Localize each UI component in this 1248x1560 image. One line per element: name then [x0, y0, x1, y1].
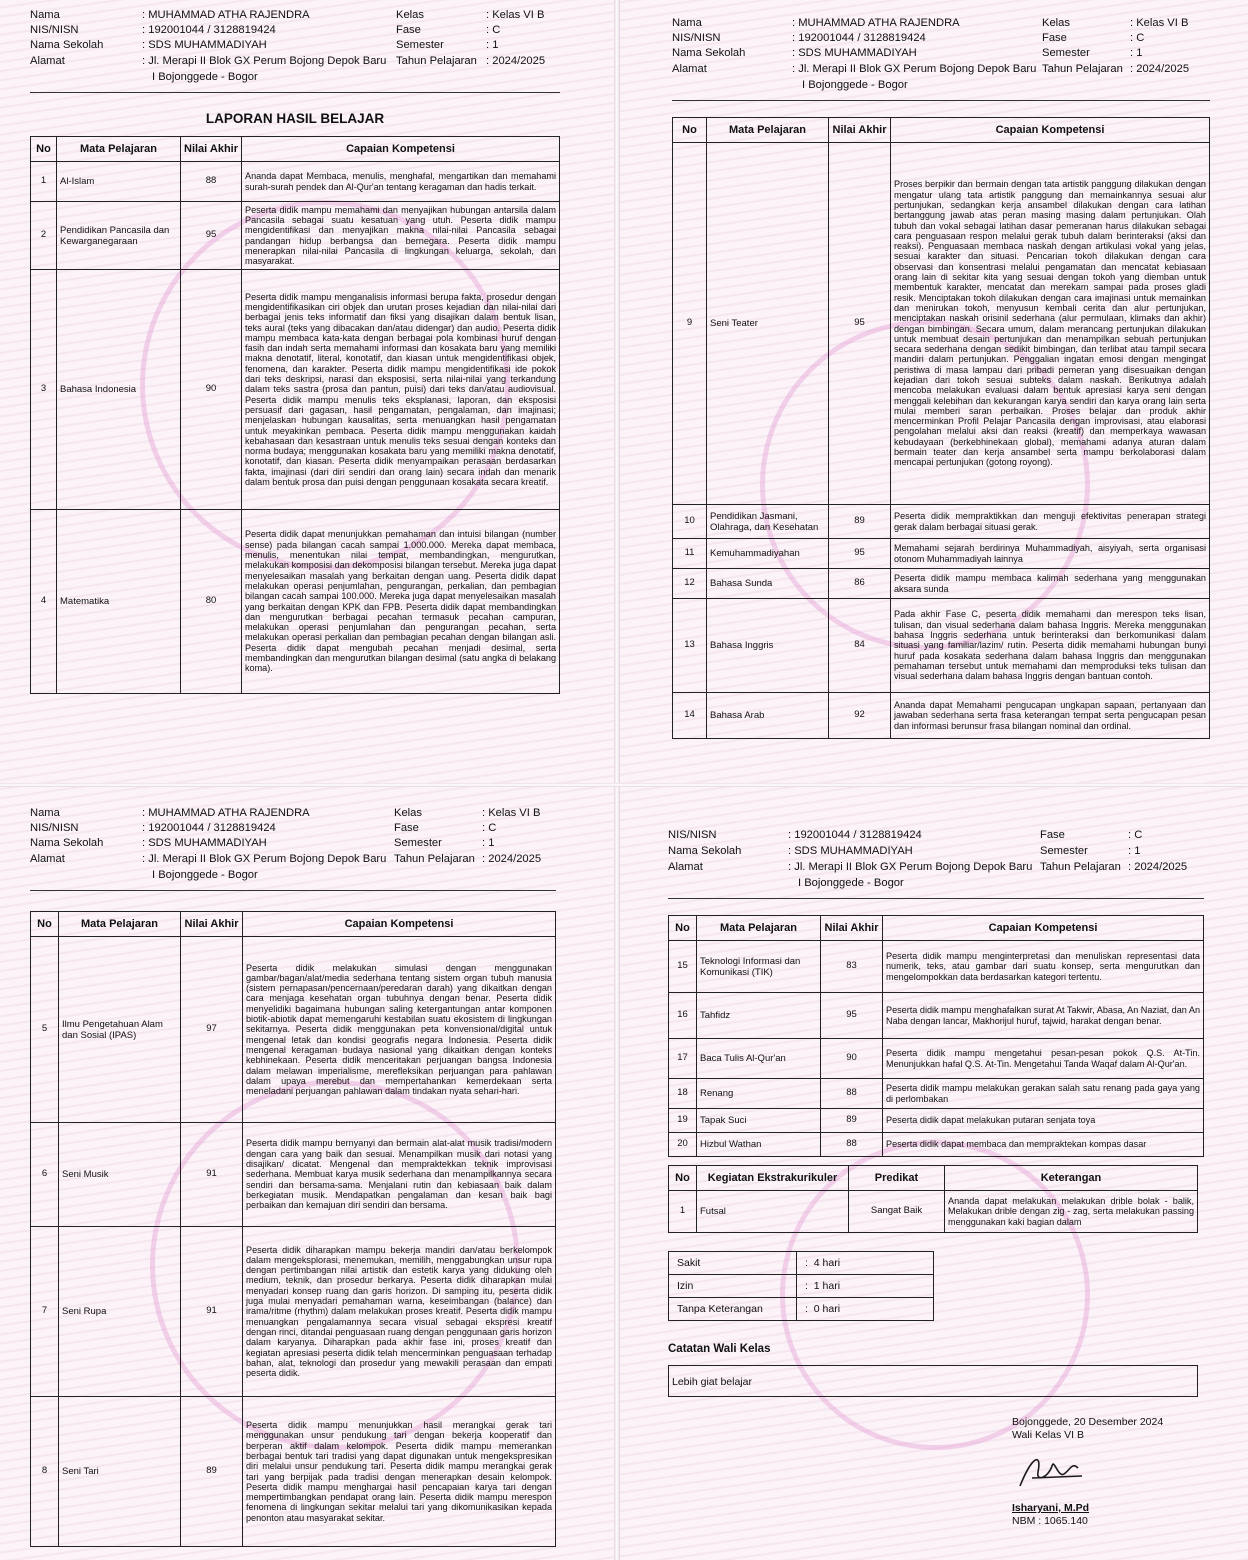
value-fase: : C	[1128, 829, 1143, 841]
subject-capaian: Peserta didik mampu menginterpretasi dan menuliskan representasi data numerik, teks, atau gambar dari suatu konsep, serta mengurutkan dan mengelompokkan data berdasarkan kategori tertentu.	[883, 941, 1204, 993]
value-fase: : C	[486, 24, 501, 36]
label-nama: Nama	[30, 807, 60, 819]
table-row	[673, 599, 1210, 693]
report-page-3	[30, 807, 556, 1552]
value-semester: : 1	[1128, 845, 1141, 857]
subject-name: Tapak Suci	[697, 1109, 821, 1133]
value-nama: : MUHAMMAD ATHA RAJENDRA	[142, 9, 310, 21]
subject-capaian: Peserta didik mampu memahami dan menyajikan hubungan antarsila dalam Pancasila sebagai suatu kesatuan yang utuh. Peserta didik mampu mengidentifikasi dan menyajikan makna nilai-nilai Pancasila sebagai pandangan hidup berbangsa dan bernegara. Peserta didik mampu menerapkan nilai-nilai Pancasila di lingkungan keluarga, sekolah, dan masyarakat.	[242, 202, 560, 270]
attendance-value: : 0 hari	[797, 1298, 934, 1321]
table-header-row	[31, 912, 556, 937]
label-fase: Fase	[1040, 829, 1065, 841]
table-row	[673, 505, 1210, 539]
header-nilai: Nilai Akhir	[181, 137, 242, 162]
catatan-title: Catatan Wali Kelas	[668, 1343, 771, 1355]
fold-line-horizontal	[0, 783, 1248, 787]
header-mapel: Mata Pelajaran	[57, 137, 181, 162]
value-nama: : MUHAMMAD ATHA RAJENDRA	[142, 807, 310, 819]
value-sekolah: : SDS MUHAMMADIYAH	[788, 845, 913, 857]
ekskul-no: 1	[669, 1191, 697, 1233]
subject-no: 5	[31, 937, 59, 1123]
header-divider	[30, 92, 560, 93]
student-header	[668, 820, 1204, 892]
ekskul-header-row	[669, 1166, 1198, 1191]
label-sekolah: Nama Sekolah	[30, 837, 104, 849]
subject-name: Pendidikan Jasmani, Olahraga, dan Kesehatan	[707, 505, 829, 539]
value-nis: : 192001044 / 3128819424	[142, 24, 276, 36]
label-kelas: Kelas	[394, 807, 422, 819]
value-alamat: : Jl. Merapi II Blok GX Perum Bojong Depok Baru	[142, 853, 387, 865]
subject-name: Seni Tari	[59, 1397, 181, 1547]
label-alamat: Alamat	[30, 55, 65, 67]
subject-name: Kemuhammadiyahan	[707, 539, 829, 569]
value-alamat: : Jl. Merapi II Blok GX Perum Bojong Depok Baru	[142, 55, 387, 67]
table-row	[31, 937, 556, 1123]
subject-no: 12	[673, 569, 707, 599]
subject-score: 95	[829, 539, 891, 569]
label-nama: Nama	[672, 17, 702, 29]
value-alamat-2: I Bojonggede - Bogor	[152, 869, 258, 881]
subject-name: Bahasa Arab	[707, 693, 829, 739]
subject-capaian: Peserta didik mempraktikkan dan menguji efektivitas penerapan strategi gerak dalam berbagai situasi gerak.	[891, 505, 1210, 539]
ekskul-header-no: No	[669, 1166, 697, 1191]
table-row	[31, 1227, 556, 1397]
subject-name: Tahfidz	[697, 993, 821, 1039]
value-tahun: : 2024/2025	[1128, 861, 1188, 873]
subject-name: Baca Tulis Al-Qur'an	[697, 1039, 821, 1079]
value-alamat-2: I Bojonggede - Bogor	[798, 877, 904, 889]
header-no: No	[31, 912, 59, 937]
table-row	[673, 143, 1210, 505]
subject-name: Bahasa Indonesia	[57, 270, 181, 510]
subject-no: 11	[673, 539, 707, 569]
ekskul-predikat: Sangat Baik	[849, 1191, 945, 1233]
label-fase: Fase	[394, 822, 419, 834]
table-row	[31, 270, 560, 510]
subject-no: 2	[31, 202, 57, 270]
label-semester: Semester	[1042, 47, 1090, 59]
attendance-label: Sakit	[669, 1252, 797, 1275]
value-semester: : 1	[482, 837, 495, 849]
subject-capaian: Peserta didik diharapkan mampu bekerja mandiri dan/atau berkelompok dalam mengeksplorasi, menemukan, memilih, menggabungkan unsur rupa dengan pertimbangan nilai artistik dan estetik karya yang didukung oleh medium, teknik, dan prosedur berkarya. Peserta didik diharapkan mulai menyadari konsep ruang dan garis horizon. Di samping itu, peserta didik juga mulai menyadari pemahaman warna, keseimbangan (balance) dan irama/ritme (rhythm) dalam melakukan proses kreatif. Peserta didik mampu menuangkan pengalamannya secara visual sebagai ekspresi kreatif dengan rinci, ditandai penguasaan ruang dengan penggunaan garis horizon dalam karyanya. Diharapkan pada akhir fase ini, proses kreatif dan kegiatan apresiasi peserta didik telah mencerminkan penguasaan terhadap bahan, alat, teknologi dan prosedur yang mewakili perasaan dan empati peserta didik.	[243, 1227, 556, 1397]
value-semester: : 1	[486, 39, 499, 51]
table-header-row	[669, 916, 1204, 941]
subject-score: 83	[821, 941, 883, 993]
subject-name: Teknologi Informasi dan Komunikasi (TIK)	[697, 941, 821, 993]
attendance-row	[669, 1252, 934, 1275]
table-row	[669, 1039, 1204, 1079]
subject-score: 92	[829, 693, 891, 739]
attendance-table	[668, 1251, 934, 1321]
subject-no: 19	[669, 1109, 697, 1133]
table-row	[669, 1079, 1204, 1109]
subject-name: Bahasa Sunda	[707, 569, 829, 599]
header-capaian: Capaian Kompetensi	[891, 118, 1210, 143]
subject-no: 3	[31, 270, 57, 510]
label-tahun: Tahun Pelajaran	[396, 55, 477, 67]
value-sekolah: : SDS MUHAMMADIYAH	[792, 47, 917, 59]
ekskul-header-predikat: Predikat	[849, 1166, 945, 1191]
label-alamat: Alamat	[668, 861, 703, 873]
signature-nbm: NBM : 1065.140	[1012, 1515, 1088, 1527]
subject-capaian: Peserta didik mampu mengetahui pesan-pesan pokok Q.S. At-Tin. Menunjukkan hafal Q.S. At-Tin. Mengetahui Tanda Waqaf dalam Al-Qur'an.	[883, 1039, 1204, 1079]
subject-name: Ilmu Pengetahuan Alam dan Sosial (IPAS)	[59, 937, 181, 1123]
header-mapel: Mata Pelajaran	[707, 118, 829, 143]
fold-line-vertical	[614, 0, 620, 1560]
subject-capaian: Peserta didik dapat melakukan putaran senjata toya	[883, 1109, 1204, 1133]
ekskul-name: Futsal	[697, 1191, 849, 1233]
label-nama: Nama	[30, 9, 60, 21]
table-row	[673, 693, 1210, 739]
header-divider	[668, 898, 1204, 899]
ekskul-header-keterangan: Keterangan	[945, 1166, 1198, 1191]
table-row	[669, 941, 1204, 993]
subject-score: 95	[829, 143, 891, 505]
subject-name: Bahasa Inggris	[707, 599, 829, 693]
subject-capaian: Memahami sejarah berdirinya Muhammadiyah, aisyiyah, serta organisasi otonom Muhammadiyah lainnya	[891, 539, 1210, 569]
subject-name: Seni Musik	[59, 1123, 181, 1227]
label-nis: NIS/NISN	[672, 32, 721, 44]
value-kelas: : Kelas VI B	[486, 9, 545, 21]
subject-name: Al-Islam	[57, 162, 181, 202]
subject-name: Seni Teater	[707, 143, 829, 505]
subject-no: 18	[669, 1079, 697, 1109]
label-fase: Fase	[1042, 32, 1067, 44]
label-sekolah: Nama Sekolah	[668, 845, 742, 857]
table-row	[669, 1109, 1204, 1133]
subject-no: 13	[673, 599, 707, 693]
student-header	[672, 16, 1210, 100]
subject-score: 86	[829, 569, 891, 599]
table-row	[669, 1133, 1204, 1157]
header-no: No	[673, 118, 707, 143]
subject-capaian: Pada akhir Fase C, peserta didik memahami dan merespon teks lisan, tulisan, dan visual sederhana dalam bahasa Inggris. Mereka menggunakan bahasa Inggris sederhana untuk berinteraksi dan berkomunikasi dalam situasi yang familiar/lazim/ rutin. Peserta didik memahami hubungan bunyi huruf pada kosakata sederhana dalam bahasa Inggris dan menggunakan pemahaman tersebut untuk memahami dan memproduksi teks tulisan dan visual sederhana dalam bahasa Inggris dengan bantuan contoh.	[891, 599, 1210, 693]
signature-name: Isharyani, M.Pd	[1012, 1502, 1090, 1514]
table-row	[31, 202, 560, 270]
label-nis: NIS/NISN	[30, 822, 79, 834]
header-mapel: Mata Pelajaran	[697, 916, 821, 941]
value-tahun: : 2024/2025	[482, 853, 542, 865]
value-tahun: : 2024/2025	[486, 55, 546, 67]
subject-score: 88	[821, 1079, 883, 1109]
label-semester: Semester	[396, 39, 444, 51]
subject-name: Matematika	[57, 510, 181, 694]
report-page-4	[668, 820, 1204, 1527]
header-nilai: Nilai Akhir	[181, 912, 243, 937]
subject-no: 17	[669, 1039, 697, 1079]
signature-block	[1012, 1416, 1163, 1528]
subjects-table-page-1	[30, 136, 560, 694]
value-alamat-2: I Bojonggede - Bogor	[152, 71, 258, 83]
subject-capaian: Peserta didik dapat menunjukkan pemahaman dan intuisi bilangan (number sense) pada bilangan cacah sampai 1.000.000. Mereka dapat membaca, menulis, menentukan nilai tempat, membandingkan, mengurutkan, melakukan komposisi dan dekomposisi bilangan tersebut. Mereka juga dapat menyelesaikan masalah yang berkaitan dengan uang. Peserta didik dapat melakukan operasi penjumlahan, pengurangan, perkalian, dan pembagian bilangan cacah sampai 100.000. Mereka juga dapat menyelesaikan masalah yang berkaitan dengan KPK dan FPB. Peserta didik dapat membandingkan dan mengurutkan berbagai pecahan termasuk pecahan campuran, melakukan operasi penjumlahan dan pengurangan pecahan, serta melakukan operasi perkalian dan pembagian pecahan dengan bilangan asli. Peserta didik dapat mengubah pecahan menjadi desimal, serta membandingkan dan mengurutkan bilangan desimal (satu angka di belakang koma).	[242, 510, 560, 694]
ekskul-header-kegiatan: Kegiatan Ekstrakurikuler	[697, 1166, 849, 1191]
header-nilai: Nilai Akhir	[821, 916, 883, 941]
value-kelas: : Kelas VI B	[482, 807, 541, 819]
signature-place-date: Bojonggede, 20 Desember 2024	[1012, 1416, 1164, 1428]
subject-name: Renang	[697, 1079, 821, 1109]
table-row	[31, 162, 560, 202]
table-row	[673, 569, 1210, 599]
value-alamat: : Jl. Merapi II Blok GX Perum Bojong Depok Baru	[788, 861, 1033, 873]
label-nis: NIS/NISN	[30, 24, 79, 36]
subject-score: 88	[821, 1133, 883, 1157]
subject-capaian: Ananda dapat Membaca, menulis, menghafal, mengartikan dan memahami surah-surah pendek dan Al-Qur'an tentang keragaman dan hadis terkait.	[242, 162, 560, 202]
subject-score: 95	[181, 202, 242, 270]
label-sekolah: Nama Sekolah	[672, 47, 746, 59]
attendance-value: : 1 hari	[797, 1275, 934, 1298]
subject-capaian: Peserta didik mampu menunjukkan hasil merangkai gerak tari menggunakan unsur pendukung tari dengan bekerja kooperatif dan berperan aktif dalam kelompok. Peserta didik mampu memerankan berbagai bentuk tari tradisi yang dapat digunakan untuk mengekspresikan diri melalui unsur pendukung tari. Peserta didik mampu merangkai gerak tari yang berpijak pada tradisi dengan menerapkan desain kelompok. Peserta didik mampu menghargai hasil pencapaian karya tari dengan mempertimbangkan pendapat orang lain. Peserta didik mampu merespon fenomena di lingkungan sekitar melalui tari yang dikomunikasikan kepada penonton atau masyarakat sekitar.	[243, 1397, 556, 1547]
table-row	[31, 1123, 556, 1227]
subject-no: 20	[669, 1133, 697, 1157]
subject-score: 91	[181, 1227, 243, 1397]
header-capaian: Capaian Kompetensi	[242, 137, 560, 162]
table-header-row	[673, 118, 1210, 143]
subject-capaian: Peserta didik mampu menganalisis informasi berupa fakta, prosedur dengan mengidentifikasikan ciri objek dan urutan proses kejadian dan nilai-nilai dari berbagai jenis teks informatif dan fiksi yang disajikan dalam bentuk lisan, teks aural (teks yang dibacakan dan/atau didengar) dan audio. Peserta didik mampu membaca kata-kata dengan berbagai pola kombinasi huruf dengan fasih dan indah serta memahami informasi dan kosakata baru yang memiliki makna denotatif, literal, konotatif, dan kiasan untuk mengidentifikasi objek, fenomena, dan karakter. Peserta didik mampu mengidentifikasi ide pokok dari teks deskripsi, narasi dan eksposisi, serta nilai-nilai yang terkandung dalam teks sastra (prosa dan pantun, puisi) dari teks dan/atau audiovisual. Peserta didik mampu menulis teks eksplanasi, laporan, dan eksposisi persuasif dari gagasan, hasil pengamatan, pengalaman, dan imajinasi; menjelaskan hubungan kausalitas, serta menuangkan hasil pengamatan untuk meyakinkan pembaca. Peserta didik mampu menggunakan kaidah kebahasaan dan kesastraan untuk menulis teks sesuai dengan konteks dan norma budaya; menggunakan kosakata baru yang memiliki makna denotatif, konotatif, dan kiasan. Peserta didik menyampaikan perasaan berdasarkan fakta, imajinasi (dari diri sendiri dan orang lain) secara indah dan menarik dalam bentuk prosa dan puisi dengan penggunaan kosakata secara kreatif.	[242, 270, 560, 510]
catatan-box: Lebih giat belajar	[668, 1365, 1198, 1397]
subject-score: 80	[181, 510, 242, 694]
label-tahun: Tahun Pelajaran	[394, 853, 475, 865]
value-nama: : MUHAMMAD ATHA RAJENDRA	[792, 17, 960, 29]
subject-score: 95	[821, 993, 883, 1039]
value-alamat: : Jl. Merapi II Blok GX Perum Bojong Depok Baru	[792, 63, 1037, 75]
subjects-table-page-2	[672, 117, 1210, 739]
attendance-label: Izin	[669, 1275, 797, 1298]
subject-no: 10	[673, 505, 707, 539]
subject-score: 89	[181, 1397, 243, 1547]
value-tahun: : 2024/2025	[1130, 63, 1190, 75]
table-row	[669, 993, 1204, 1039]
subject-no: 14	[673, 693, 707, 739]
attendance-value: : 4 hari	[797, 1252, 934, 1275]
subject-score: 90	[821, 1039, 883, 1079]
report-page-1	[30, 9, 560, 774]
subject-name: Seni Rupa	[59, 1227, 181, 1397]
subject-capaian: Peserta didik dapat membaca dan mempraktekan kompas dasar	[883, 1133, 1204, 1157]
subject-no: 1	[31, 162, 57, 202]
subject-no: 7	[31, 1227, 59, 1397]
value-nis: : 192001044 / 3128819424	[142, 822, 276, 834]
header-capaian: Capaian Kompetensi	[243, 912, 556, 937]
value-alamat-2: I Bojonggede - Bogor	[802, 79, 908, 91]
subject-score: 91	[181, 1123, 243, 1227]
report-page-2	[672, 16, 1210, 756]
value-fase: : C	[482, 822, 497, 834]
student-header	[30, 8, 560, 92]
header-nilai: Nilai Akhir	[829, 118, 891, 143]
label-semester: Semester	[394, 837, 442, 849]
subject-name: Hizbul Wathan	[697, 1133, 821, 1157]
label-nis: NIS/NISN	[668, 829, 717, 841]
value-semester: : 1	[1130, 47, 1143, 59]
label-tahun: Tahun Pelajaran	[1042, 63, 1123, 75]
ekskul-row	[669, 1191, 1198, 1233]
header-no: No	[31, 137, 57, 162]
value-kelas: : Kelas VI B	[1130, 17, 1189, 29]
subject-capaian: Peserta didik melakukan simulasi dengan menggunakan gambar/bagan/alat/media sederhana tentang sistem organ tubuh manusia (sistem pernapasan/pencernaan/peredaran darah) yang dikaitkan dengan cara menjaga kesehatan organ tubuhnya dengan benar. Peserta didik menyelidiki bagaimana hubungan saling ketergantungan antar komponen biotik-abiotik dapat memengaruhi kestabilan suatu ekosistem di lingkungan sekitarnya. Peserta didik menggunakan peta konvensional/digital untuk mengenal letak dan kondisi geografis negara Indonesia. Peserta didik mengenal keragaman budaya nasional yang dikaitkan dengan konteks kebhinekaan. Peserta didik menceritakan perjuangan bangsa Indonesia dalam melawan imperialisme, merefleksikan perjuangan para pahlawan dalam upaya merebut dan mempertahankan kemerdekaan serta meneladani perjuangan pahlawan dalam tindakan nyata sehari-hari.	[243, 937, 556, 1123]
label-kelas: Kelas	[1042, 17, 1070, 29]
label-alamat: Alamat	[30, 853, 65, 865]
attendance-row	[669, 1298, 934, 1321]
attendance-label: Tanpa Keterangan	[669, 1298, 797, 1321]
subject-score: 84	[829, 599, 891, 693]
attendance-row	[669, 1275, 934, 1298]
subject-no: 9	[673, 143, 707, 505]
label-semester: Semester	[1040, 845, 1088, 857]
subject-score: 89	[829, 505, 891, 539]
handwritten-signature-icon	[1012, 1448, 1092, 1494]
subject-capaian: Ananda dapat Memahami pengucapan ungkapan sapaan, pertanyaan dan jawaban sederhana serta frasa keterangan tempat serta pengucapan pesan dan informasi berunsur frasa bilangan nominal dan ordinal.	[891, 693, 1210, 739]
subject-no: 6	[31, 1123, 59, 1227]
value-nis: : 192001044 / 3128819424	[792, 32, 926, 44]
table-row	[673, 539, 1210, 569]
table-header-row	[31, 137, 560, 162]
header-divider	[672, 100, 1210, 101]
value-sekolah: : SDS MUHAMMADIYAH	[142, 39, 267, 51]
subject-capaian: Peserta didik mampu bernyanyi dan bermain alat-alat musik tradisi/modern dengan cara yang baik dan sesuai. Menampilkan musik dari notasi yang disajikan/ dicatat. Mengenal dan mempraktekkan teknik improvisasi sederhana. Membuat karya musik sederhana dan menampilkannya secara sendiri dan bersama-sama. Menjalani rutin dan kebiasaan baik dalam berkegiatan musik. Mendapatkan pengalaman dan kesan baik bagi perbaikan dan kemajuan diri sendiri dan bersama.	[243, 1123, 556, 1227]
label-kelas: Kelas	[396, 9, 424, 21]
subject-score: 97	[181, 937, 243, 1123]
subject-no: 16	[669, 993, 697, 1039]
value-nis: : 192001044 / 3128819424	[788, 829, 922, 841]
label-alamat: Alamat	[672, 63, 707, 75]
subject-capaian: Peserta didik mampu melakukan gerakan salah satu renang pada gaya yang di perlombakan	[883, 1079, 1204, 1109]
table-row	[31, 1397, 556, 1547]
subjects-table-page-3	[30, 911, 556, 1547]
subjects-table-page-4	[668, 915, 1204, 1157]
label-sekolah: Nama Sekolah	[30, 39, 104, 51]
subject-name: Pendidikan Pancasila dan Kewarganegaraan	[57, 202, 181, 270]
subject-no: 15	[669, 941, 697, 993]
header-capaian: Capaian Kompetensi	[883, 916, 1204, 941]
subject-no: 8	[31, 1397, 59, 1547]
header-mapel: Mata Pelajaran	[59, 912, 181, 937]
label-tahun: Tahun Pelajaran	[1040, 861, 1121, 873]
label-fase: Fase	[396, 24, 421, 36]
header-no: No	[669, 916, 697, 941]
table-row	[31, 510, 560, 694]
subject-no: 4	[31, 510, 57, 694]
subject-capaian: Peserta didik mampu menghafalkan surat At Takwir, Abasa, An Naziat, dan An Naba dengan lancar, Makhorijul huruf, tajwid, harakat dengan benar.	[883, 993, 1204, 1039]
header-divider	[30, 890, 556, 891]
student-header	[30, 806, 556, 890]
subject-capaian: Proses berpikir dan bermain dengan tata artistik panggung dilakukan dengan mengatur ulang tata artistik panggung dan memainkannya sesuai alur pertunjukan, sedangkan kerja ansambel dilakukan dengan cara latihan bertanggung jawab atas peran masing masing dalam pertunjukan. Olah tubuh dan vokal sebagai latihan dasar pemeranan harus dilakukan sebagai cara penguasaan respon melalui gerak tubuh dalam berinteraksi (aksi dan reaksi). Penguasaan membaca naskah dengan artikulasi vokal yang jelas, sesuai karakter dan situasi. Pencarian tokoh dilakukan dengan cara observasi dan konsentrasi melalui pengamatan dan mencatat kebiasaan orang lain di sekitar kita yang sesuai dengan tokoh yang diemban untuk membentuk karakter, mencatat dan merekam sampai pada proses gladi resik. Menciptakan tokoh dilakukan dengan cara imajinasi untuk memainkan dan menirukan tokoh, menyusun kembali cerita dan alur pertunjukan, menciptakan naskah orisinil sederhana (alur permulaan, klimaks dan akhir) dengan bimbingan. Secara umum, dalam merancang pertunjukan dilakukan untuk membuat desain pertunjukan dan menampilkan sebuah pertunjukan secara sederhana dengan sedikit bimbingan, dan terlibat atau tampil secara mandiri dalam pertunjukan. Penggalian ingatan emosi dengan mengingat peristiwa di masa lampau dari pribadi pemeran yang disesuaikan dengan kejadian dari tokoh sesuai subteks dalam naskah. Berikutnya adalah mencoba melakukan evaluasi dalam bentuk apresiasi karya seni dengan menggali kelebihan dan kekurangan karya sendiri dan karya orang lain serta mulai memberi saran perbaikan. Proses belajar dan produk akhir mencerminkan Profil Pelajar Pancasila dengan improvisasi, atau elaborasi pengolahan melalui aksi dan reaksi (kreatif) dan memperkaya wawasan kebudayaan (berkebhinekaan global), memahami adanya aturan dalam bermain teater dan kerja ansambel serta mampu berkolaborasi dalam mencapai pertunjukan (gotong royong).	[891, 143, 1210, 505]
signature-role: Wali Kelas VI B	[1012, 1429, 1084, 1441]
subject-score: 90	[181, 270, 242, 510]
ekskul-table	[668, 1165, 1198, 1233]
report-title: LAPORAN HASIL BELAJAR	[205, 111, 385, 126]
subject-score: 88	[181, 162, 242, 202]
subject-score: 89	[821, 1109, 883, 1133]
value-sekolah: : SDS MUHAMMADIYAH	[142, 837, 267, 849]
value-fase: : C	[1130, 32, 1145, 44]
ekskul-keterangan: Ananda dapat melakukan melakukan drible bolak - balik, Melakukan drible dengan zig - zag, serta melakukan passing menggunakan kaki bagian dalam	[945, 1191, 1198, 1233]
subject-capaian: Peserta didik mampu membaca kalimah sederhana yang menggunakan aksara sunda	[891, 569, 1210, 599]
